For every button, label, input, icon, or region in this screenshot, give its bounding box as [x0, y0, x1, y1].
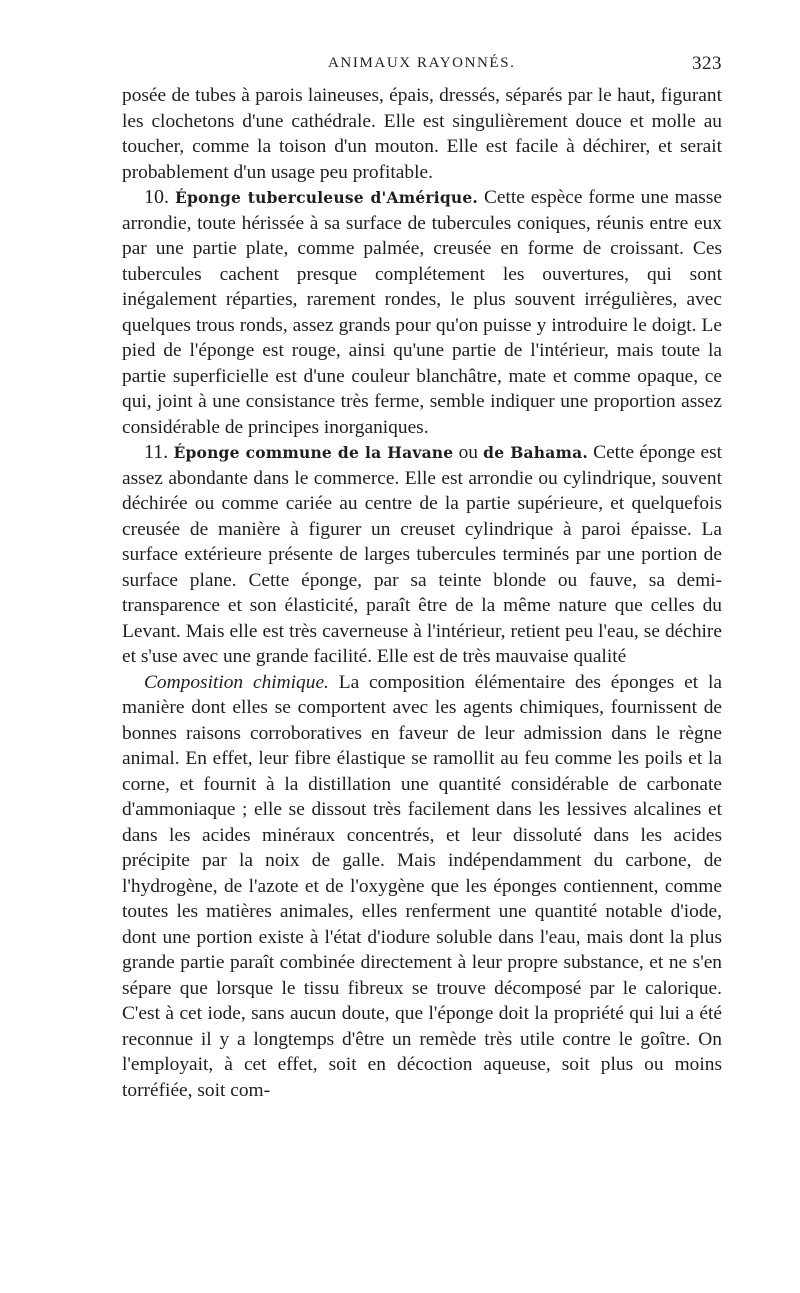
species-heading: Éponge commune de la Havane — [173, 443, 454, 462]
paragraph-text: posée de tubes à parois laineuses, épais, dressés, séparés par le haut, figurant les clochetons d'une cathédrale. Elle est singulièrement douce et molle au toucher, comme la toison d'un mouton. Elle est facile à déchirer, et serait probablement d'un usage peu profitable. — [122, 85, 722, 183]
page-number: 323 — [692, 53, 722, 74]
paragraph-chemical-composition — [122, 670, 722, 1104]
species-number: 10. — [144, 186, 169, 208]
paragraph-text: Cette éponge est assez abondante dans le commerce. Elle est arrondie ou cylindrique, souvent déchirée ou comme cariée au centre de la partie supérieure, et quelquefois creusée de manière à figurer un creuset cylindrique à paroi épaisse. La surface extérieure présente de larges tubercules terminés par une portion de surface plane. Cette éponge, par sa teinte blonde ou fauve, sa demi-transparence et son élasticité, paraît être de la même nature que celles du Levant. Mais elle est très caverneuse à l'intérieur, retient peu l'eau, se déchire et s'use avec une grande facilité. Elle est de très mauvaise qualité — [122, 442, 723, 667]
species-heading-alt: de Bahama. — [483, 443, 588, 462]
paragraph-continuation — [122, 83, 722, 185]
species-heading-conjunction: ou — [458, 442, 478, 463]
body-text — [122, 83, 722, 1103]
running-title: ANIMAUX RAYONNÉS. — [328, 55, 516, 71]
paragraph-text: La composition élémentaire des éponges et la manière dont elles se comportent avec les agents chimiques, fournissent de bonnes raisons corroboratives en faveur de leur admission dans le règne animal. En effet, leur fibre élastique se ramollit au feu comme les poils et la corne, et fournit à la distillation une quantité considérable de carbonate d'ammoniaque ; elle se dissout très facilement dans les lessives alcalines et dans les acides minéraux concentrés, et leur dissoluté dans les acides précipite par la noix de galle. Mais indépendamment du carbone, de l'hydrogène, de l'azote et de l'oxygène que les éponges contiennent, comme toutes les matières animales, elles renferment une quantité notable d'iode, dont une portion existe à l'état d'iodure soluble dans l'eau, mais dont la plus grande partie paraît combinée directement à leur propre substance, et ne s'en sépare que lorsque le tissu fibreux se trouve décomposé par le calorique. C'est à cet iode, sans aucun doute, que l'éponge doit la propriété qui lui a été reconnue il y a longtemps d'être un remède très utile contre le goître. On l'employait, à cet effet, soit en décoction aqueuse, soit plus ou moins torréfiée, soit com- — [122, 671, 722, 1101]
species-number: 11. — [144, 441, 169, 463]
paragraph-species-10 — [122, 185, 722, 440]
species-heading: Éponge tuberculeuse d'Amérique. — [174, 188, 478, 207]
running-head — [122, 55, 722, 83]
book-page — [122, 55, 722, 1103]
paragraph-species-11 — [122, 440, 722, 670]
section-heading: Composition chimique. — [144, 671, 329, 693]
paragraph-text: Cette espèce forme une masse arrondie, toute hérissée à sa surface de tubercules coniques, réunis entre eux par une partie plate, comme palmée, creusée en forme de croissant. Ces tubercules cachent presque complétement les ouvertures, qui sont inégalement réparties, rarement rondes, le plus souvent irrégulières, avec quelques trous ronds, assez grands pour qu'on puisse y introduire le doigt. Le pied de l'éponge est rouge, ainsi qu'une partie de l'intérieur, mais toute la partie superficielle est d'une couleur blanchâtre, mate et comme opaque, ce qui, joint à une consistance très ferme, semble indiquer une proportion assez considérable de principes inorganiques. — [122, 187, 722, 438]
